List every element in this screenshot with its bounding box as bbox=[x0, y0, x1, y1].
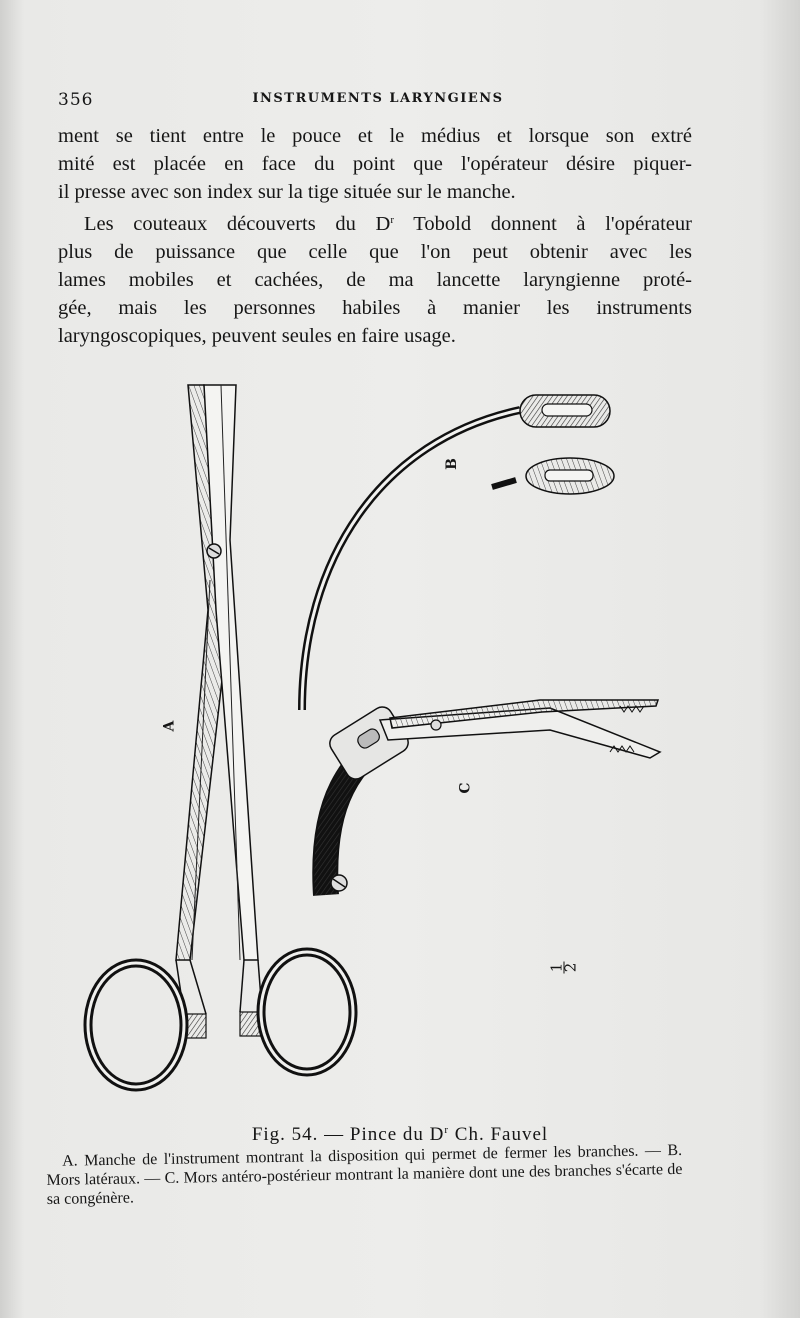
text-fragment: Tobold donnent à l'opérateur bbox=[394, 213, 692, 235]
text-line bbox=[58, 206, 692, 238]
caption-title-suffix: Ch. Fauvel bbox=[449, 1124, 549, 1145]
text-line: mité est placée en face du point que l'opérateur désire piquer- bbox=[58, 153, 692, 175]
instrument-a bbox=[88, 385, 353, 1087]
text-line: plus de puissance que celle que l'on peut obtenir avec les bbox=[58, 241, 692, 263]
forceps-engraving bbox=[80, 380, 700, 1100]
text-line: gée, mais les personnes habiles à manier les instruments bbox=[58, 297, 692, 319]
figure-54-illustration bbox=[80, 380, 700, 1100]
label-b: B bbox=[443, 458, 460, 470]
caption-paragraph: A. Manche de l'instrument montrant la disposition qui permet de fermer les branches. — B. Mors latéraux. — C. Mors antéro-postérieur montrant la manière dont une des branches s'écarte de sa congénère. bbox=[46, 1141, 683, 1208]
instrument-b bbox=[302, 395, 614, 710]
text-line: laryngoscopiques, peuvent seules en faire usage. bbox=[58, 325, 456, 347]
text-line: lames mobiles et cachées, de ma lancette laryngienne proté- bbox=[58, 269, 692, 291]
page-number: 356 bbox=[58, 90, 94, 110]
label-c: C bbox=[457, 782, 474, 794]
scale-numerator: 1 bbox=[547, 962, 566, 973]
text-line: il presse avec son index sur la tige située sur le manche. bbox=[58, 181, 516, 203]
caption-title-prefix: Fig. 54. — Pince du D bbox=[251, 1124, 445, 1145]
superscript: r bbox=[390, 214, 394, 226]
scale-denominator: 2 bbox=[561, 962, 580, 973]
text-fragment: Les couteaux découverts du D bbox=[84, 213, 391, 235]
body-text bbox=[58, 122, 692, 350]
figure-caption-text bbox=[46, 1141, 683, 1209]
scale-fraction bbox=[547, 962, 580, 974]
paragraph-2 bbox=[58, 206, 692, 350]
superscript: r bbox=[444, 1124, 450, 1136]
paragraph-1 bbox=[58, 122, 692, 206]
running-title: INSTRUMENTS LARYNGIENS bbox=[252, 91, 504, 106]
text-line: ment se tient entre le pouce et le médius et lorsque son extré bbox=[58, 125, 692, 147]
page-header bbox=[58, 90, 698, 112]
instrument-c bbox=[325, 700, 660, 895]
label-a: A bbox=[161, 720, 178, 732]
